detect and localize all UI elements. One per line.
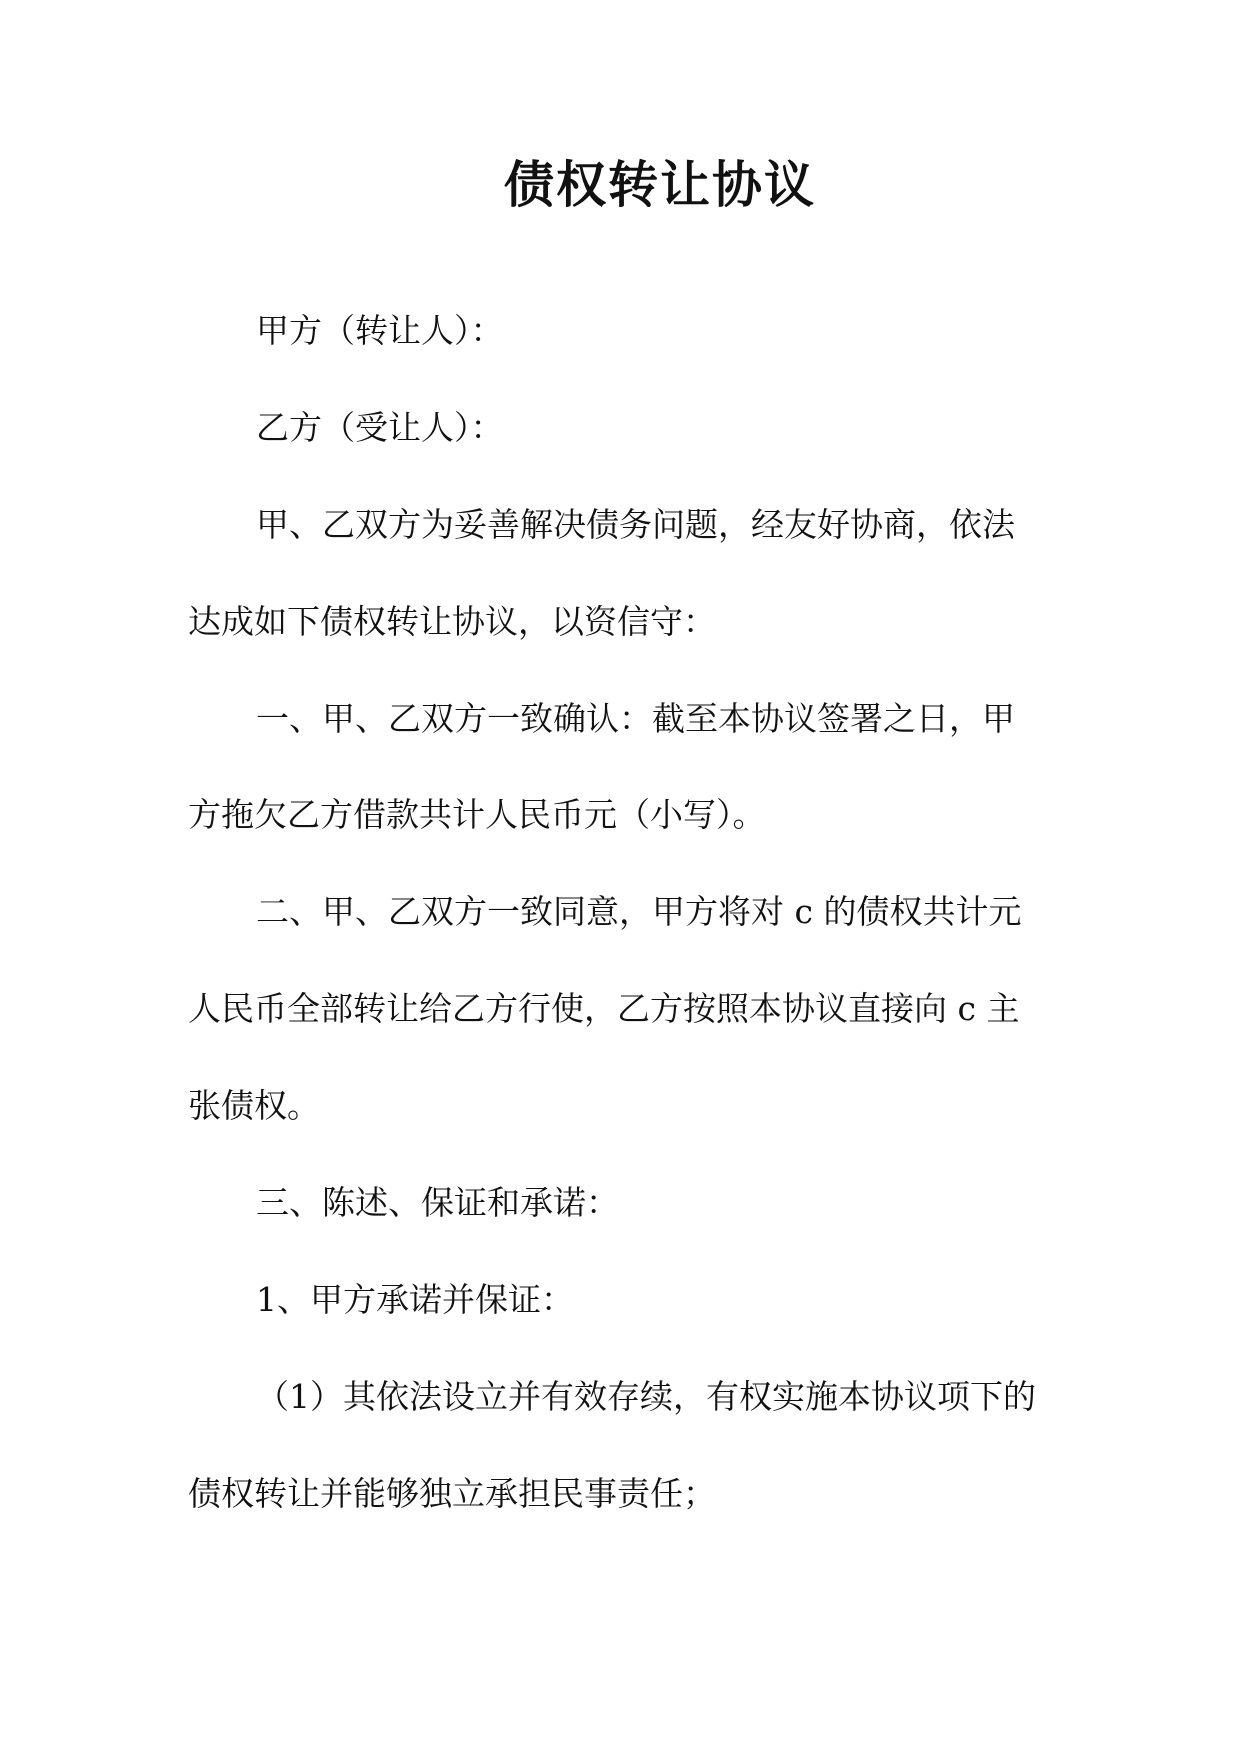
preamble-line-1: 甲、乙双方为妥善解决债务问题，经友好协商，依法 bbox=[256, 505, 1015, 544]
clause-2-line-2: 人民币全部转让给乙方行使，乙方按照本协议直接向 c 主 bbox=[188, 989, 1020, 1028]
party-b-line: 乙方（受让人）： bbox=[256, 408, 504, 447]
clause-2-line-1: 二、甲、乙双方一致同意，甲方将对 c 的债权共计元 bbox=[256, 892, 1022, 931]
clause-1-line-1: 一、甲、乙双方一致确认：截至本协议签署之日，甲 bbox=[256, 699, 1015, 738]
clause-3-item-1-line-1: （1）其依法设立并有效存续，有权实施本协议项下的 bbox=[256, 1377, 1036, 1416]
clause-1-line-2: 方拖欠乙方借款共计人民币元（小写）。 bbox=[188, 795, 766, 834]
clause-3-heading: 三、陈述、保证和承诺： bbox=[256, 1183, 619, 1222]
clause-3-subheading: 1、甲方承诺并保证： bbox=[256, 1280, 574, 1319]
party-a-line: 甲方（转让人）： bbox=[256, 311, 504, 350]
preamble-line-2: 达成如下债权转让协议，以资信守： bbox=[188, 602, 716, 641]
document-title: 债权转让协议 bbox=[504, 155, 816, 214]
clause-2-line-3: 张债权。 bbox=[188, 1086, 320, 1125]
clause-3-item-1-line-2: 债权转让并能够独立承担民事责任； bbox=[188, 1474, 716, 1513]
